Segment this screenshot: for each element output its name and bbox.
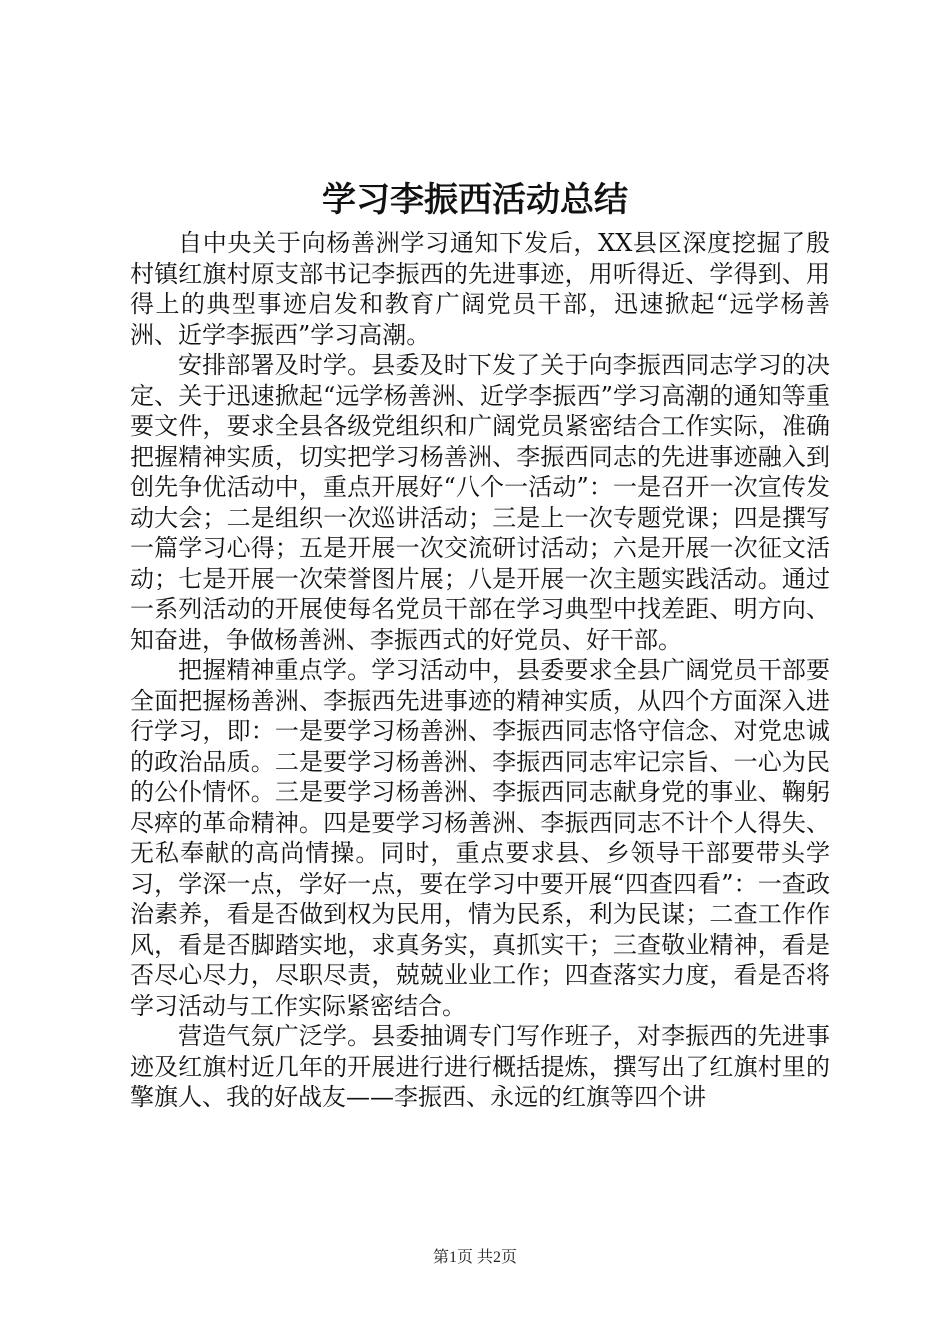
page-footer: 第1页 共2页 bbox=[432, 1249, 517, 1266]
paragraph-spirit: 把握精神重点学。学习活动中，县委要求全县广阔党员干部要全面把握杨善洲、李振西先进事迹的精神实质，从四个方面深入进行学习，即：一是要学习杨善洲、李振西同志恪守信念、对党忠诚的政治品质。二是要学习杨善洲、李振西同志牢记宗旨、一心为民的公仆情怀。三是要学习杨善洲、李振西同志献身党的事业、鞠躬尽瘁的革命精神。四是要学习杨善洲、李振西同志不计个人得失、无私奉献的高尚情操。同时，重点要求县、乡领导干部要带头学习，学深一点，学好一点，要在学习中要开展“四查四看”：一查政治素养，看是否做到权为民用，情为民系，利为民谋；二查工作作风，看是否脚踏实地，求真务实，真抓实干；三查敬业精神，看是否尽心尽力，尽职尽责，兢兢业业工作；四查落实力度，看是否将学习活动与工作实际紧密结合。 bbox=[130, 656, 830, 1020]
paragraph-deployment: 安排部署及时学。县委及时下发了关于向李振西同志学习的决定、关于迅速掀起“远学杨善洲、近学李振西”学习高潮的通知等重要文件，要求全县各级党组织和广阔党员紧密结合工作实际，准确把握精神实质，切实把学习杨善洲、李振西同志的先进事迹融入到创先争优活动中，重点开展好“八个一活动”：一是召开一次宣传发动大会；二是组织一次巡讲活动；三是上一次专题党课；四是撰写一篇学习心得；五是开展一次交流研讨活动；六是开展一次征文活动；七是开展一次荣誉图片展；八是开展一次主题实践活动。通过一系列活动的开展使每名党员干部在学习典型中找差距、明方向、知奋进，争做杨善洲、李振西式的好党员、好干部。 bbox=[130, 351, 830, 654]
paragraph-intro: 自中央关于向杨善洲学习通知下发后，XX县区深度挖掘了殷村镇红旗村原支部书记李振西的先进事迹，用听得近、学得到、用得上的典型事迹启发和教育广阔党员干部，迅速掀起“远学杨善洲、近学李振西”学习高潮。 bbox=[130, 229, 830, 349]
document-title: 学习李振西活动总结 bbox=[322, 180, 628, 220]
paragraph-atmosphere: 营造气氛广泛学。县委抽调专门写作班子，对李振西的先进事迹及红旗村近几年的开展进行进行概括提炼，撰写出了红旗村里的擎旗人、我的好战友——李振西、永远的红旗等四个讲 bbox=[130, 1022, 830, 1111]
document-body bbox=[130, 228, 830, 1113]
